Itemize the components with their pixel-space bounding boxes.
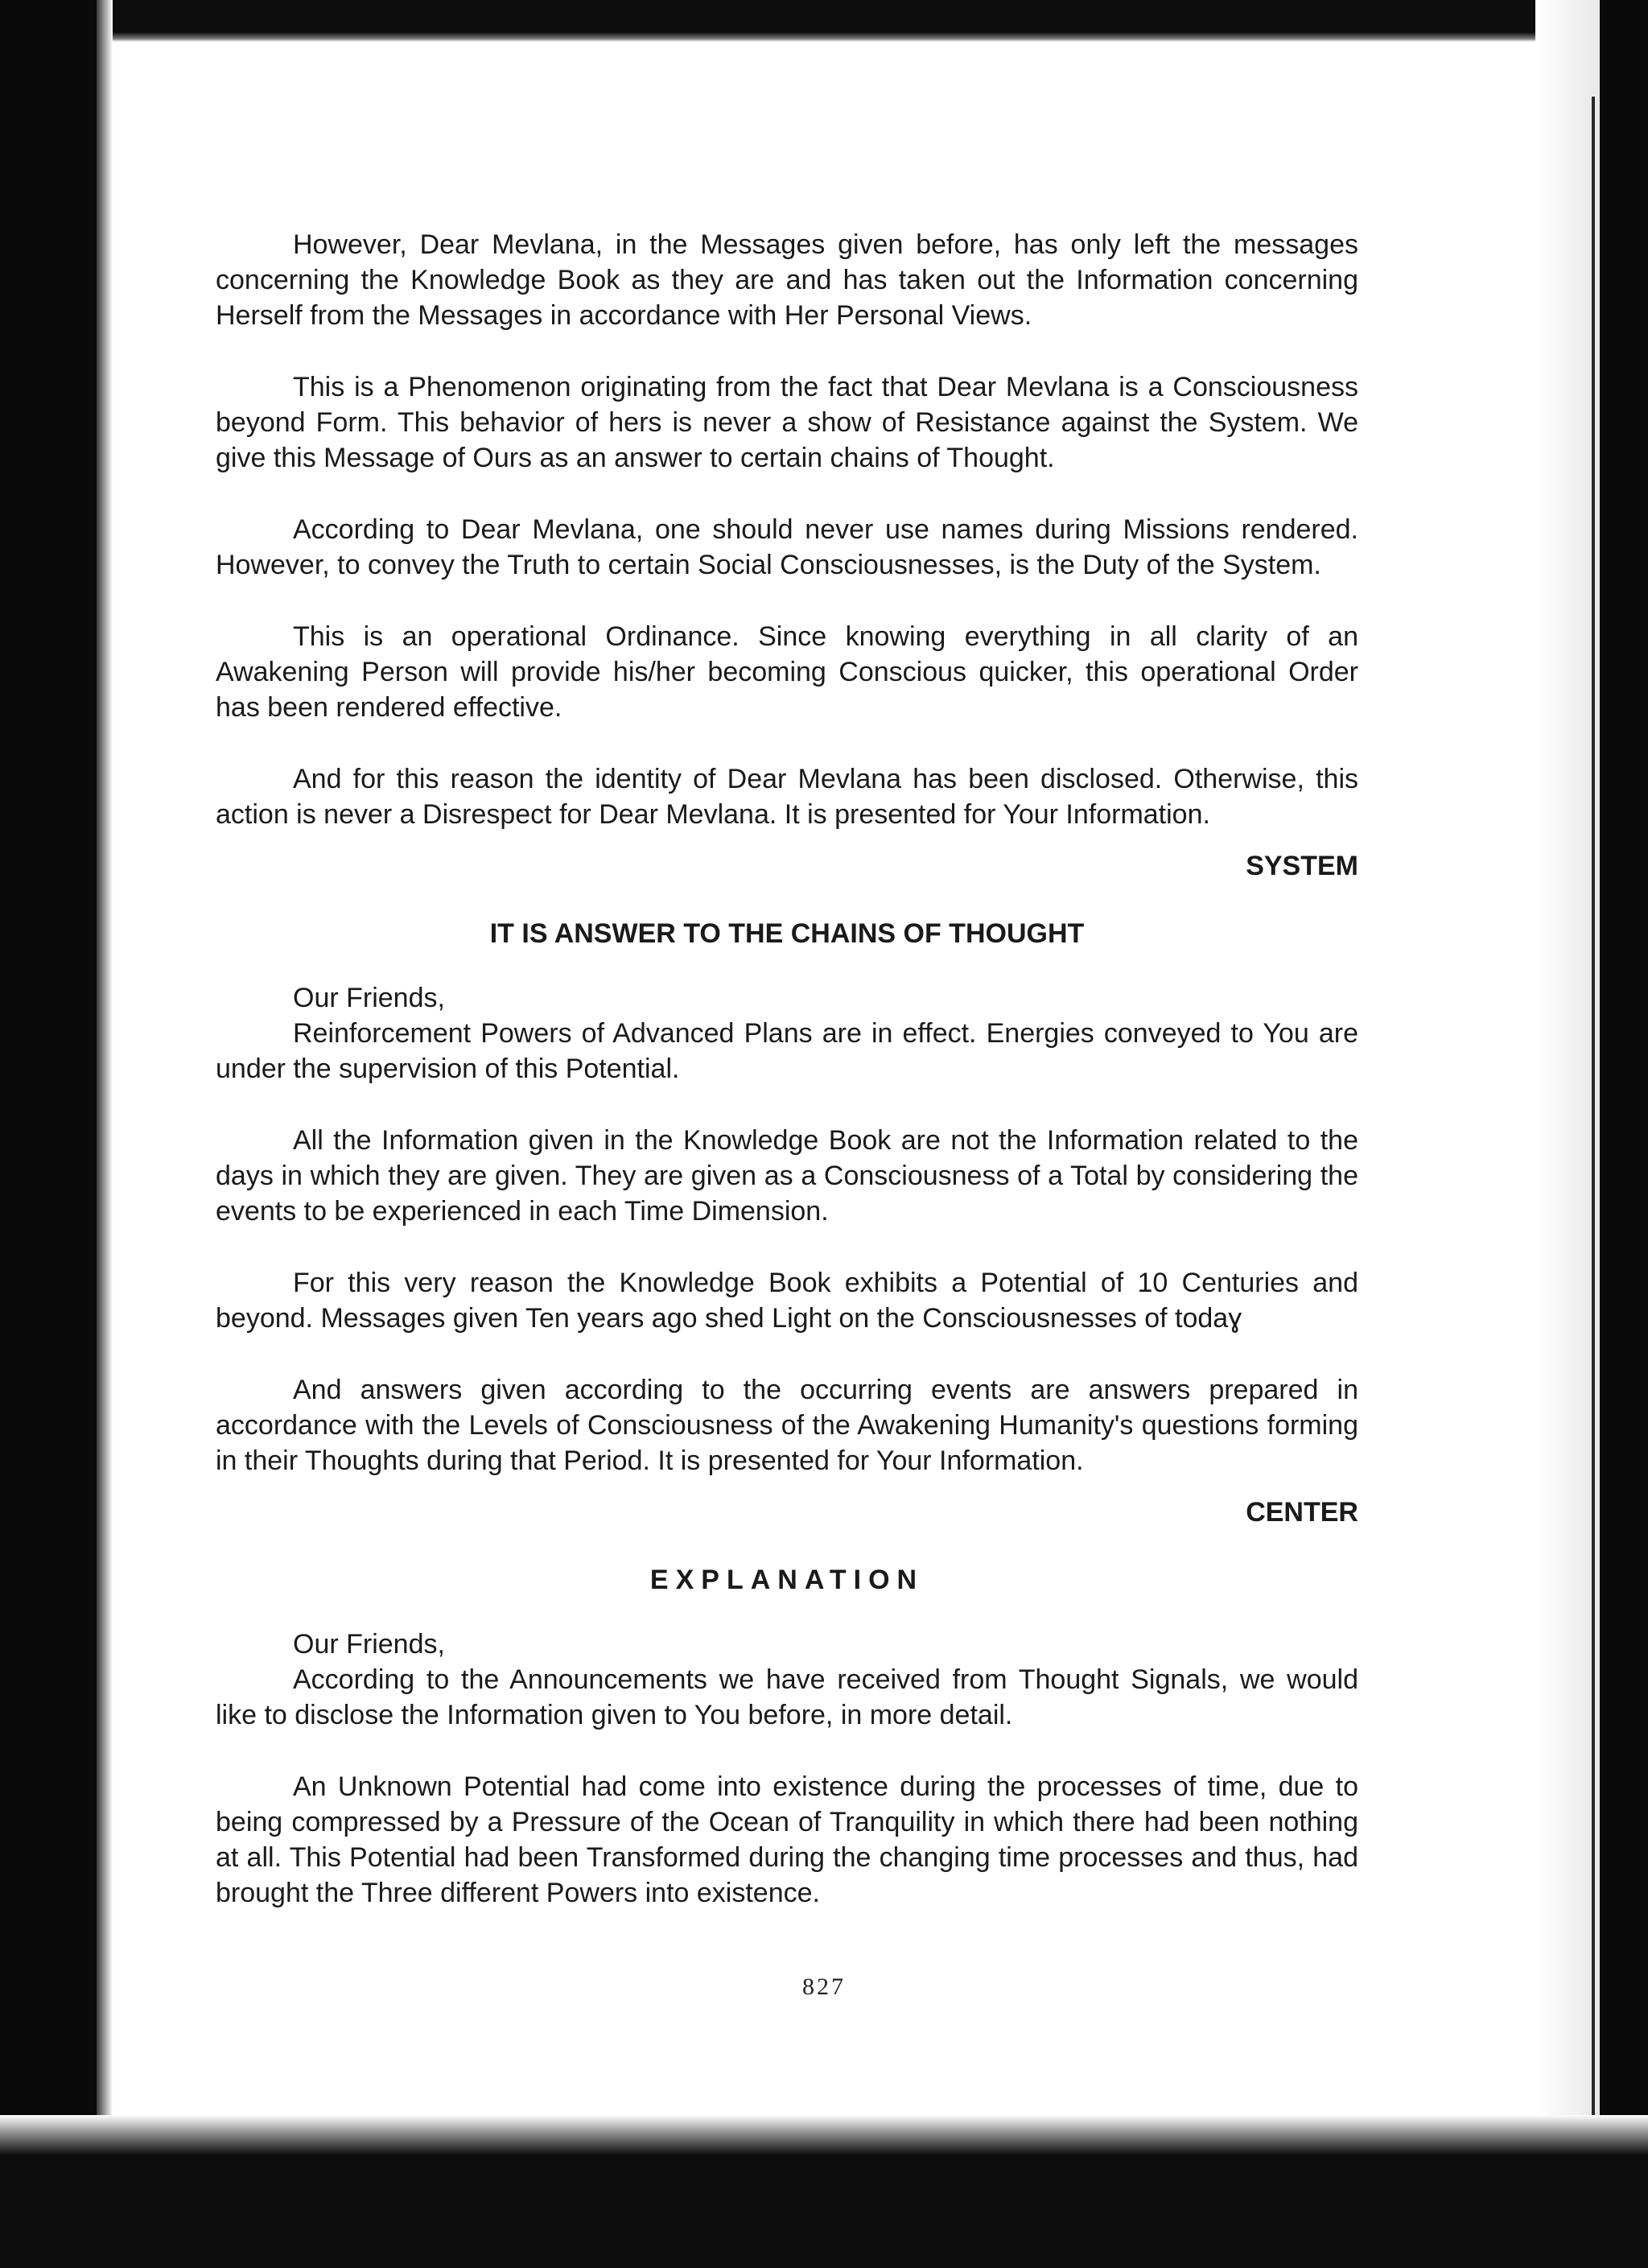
paragraph: Reinforcement Powers of Advanced Plans are in effect. Energies conveyed to You are under the supervision of this Potential. bbox=[216, 1018, 1358, 1084]
scan-border-bottom bbox=[0, 2115, 1648, 2268]
paragraph: This is a Phenomenon originating from the fact that Dear Mevlana is a Consciousness beyond Form. This behavior of hers is never a show of Resistance against the System. We give this Message of Ours as an answer to certain chains of Thought. bbox=[216, 372, 1358, 473]
page-edge-line bbox=[1592, 97, 1595, 2157]
page-number: 827 bbox=[802, 1973, 846, 2000]
scan-border-left-shadow bbox=[97, 0, 113, 2268]
paragraph: However, Dear Mevlana, in the Messages given before, has only left the messages concerning the Knowledge Book as they are and has taken out the Information concerning Herself from the Messages in accordance with Her Personal Views. bbox=[216, 229, 1358, 331]
paragraph: And for this reason the identity of Dear Mevlana has been disclosed. Otherwise, this action is never a Disrespect for Dear Mevlana. It is presented for Your Information. bbox=[216, 764, 1358, 830]
section-heading: IT IS ANSWER TO THE CHAINS OF THOUGHT bbox=[489, 918, 1085, 949]
signature-center: CENTER bbox=[1246, 1497, 1358, 1528]
scan-border-top bbox=[0, 0, 1648, 42]
page-gutter-shadow bbox=[1535, 0, 1600, 2268]
paragraph: All the Information given in the Knowledge Book are not the Information related to the days in which they are given. They are given as a Consciousness of a Total by considering the events to be experienced in each Time Dimension. bbox=[216, 1125, 1358, 1227]
paragraph: This is an operational Ordinance. Since knowing everything in all clarity of an Awakening Person will provide his/her becoming Conscious quicker, this operational Order has been rendered effective. bbox=[216, 621, 1358, 723]
paragraph: And answers given according to the occurring events are answers prepared in accordance with the Levels of Consciousness of the Awakening Humanity's questions forming in their Thoughts during that Period. It is presented for Your Information. bbox=[216, 1375, 1358, 1476]
salutation: Our Friends, bbox=[293, 983, 445, 1013]
salutation: Our Friends, bbox=[293, 1629, 445, 1660]
section-heading: EXPLANATION bbox=[649, 1565, 925, 1595]
paragraph: According to Dear Mevlana, one should never use names during Missions rendered. However, to convey the Truth to certain Social Consciousnesses, is the Duty of the System. bbox=[216, 514, 1358, 580]
paragraph: According to the Announcements we have received from Thought Signals, we would like to disclose the Information given to You before, in more detail. bbox=[216, 1664, 1358, 1730]
signature-system: SYSTEM bbox=[1246, 851, 1358, 881]
scan-border-right bbox=[1600, 0, 1648, 2268]
paragraph: For this very reason the Knowledge Book exhibits a Potential of 10 Centuries and beyond. Messages given Ten years ago shed Light on the Consciousnesses of todaɣ bbox=[216, 1268, 1358, 1334]
paragraph: An Unknown Potential had come into existence during the processes of time, due to being compressed by a Pressure of the Ocean of Tranquility in which there had been nothing at all. This Potential had been Transformed during the changing time processes and thus, had brought the Three different Powers into existence. bbox=[216, 1771, 1358, 1908]
scan-border-left bbox=[0, 0, 97, 2268]
page-content bbox=[216, 227, 1358, 1911]
